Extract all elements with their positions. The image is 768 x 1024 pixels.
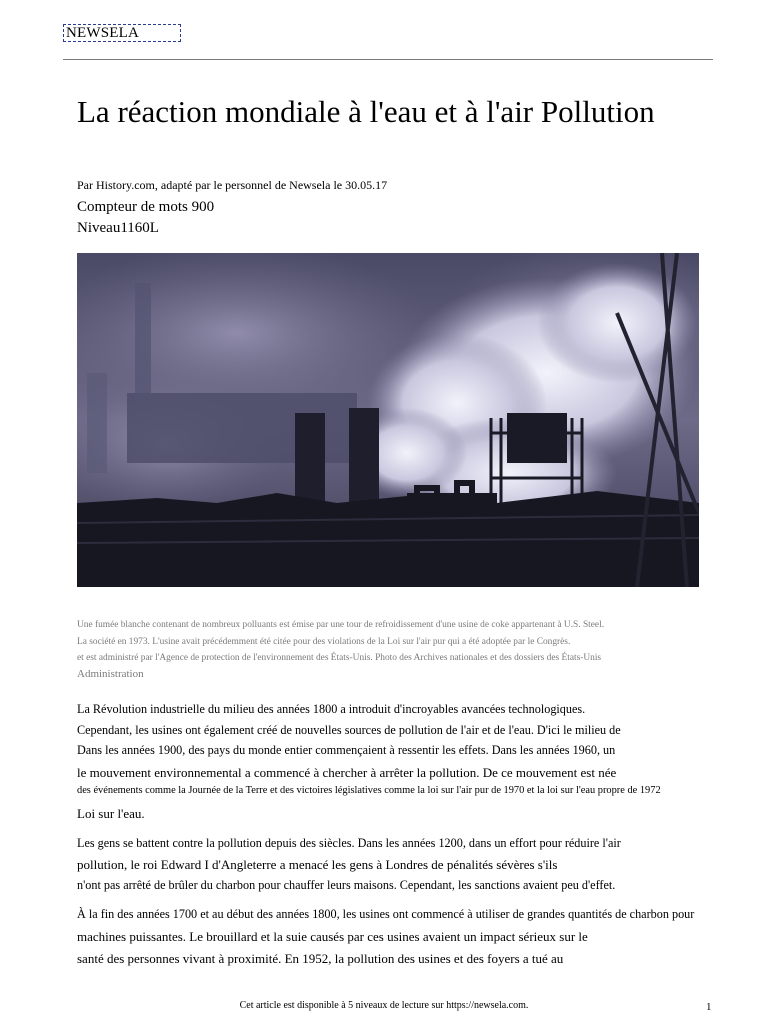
article-photo bbox=[77, 253, 699, 587]
body-line: Dans les années 1900, des pays du monde entier commençaient à ressentir les effets. Dans les années 1960, un bbox=[77, 743, 616, 757]
newsela-logo[interactable]: NEWSELA bbox=[63, 24, 181, 42]
header-divider bbox=[63, 59, 713, 60]
body-line: n'ont pas arrêté de brûler du charbon pour chauffer leurs maisons. Cependant, les sanctions avaient peu d'effet. bbox=[77, 878, 616, 892]
article-byline: Par History.com, adapté par le personnel de Newsela le 30.05.17 bbox=[77, 178, 388, 192]
page-number: 1 bbox=[706, 1001, 712, 1013]
photo-caption-line: Une fumée blanche contenant de nombreux polluants est émise par une tour de refroidissement d'une usine de coke appartenant à U.S. Steel. bbox=[77, 620, 605, 630]
footer-note: Cet article est disponible à 5 niveaux de lecture sur https://newsela.com. bbox=[239, 1000, 529, 1011]
body-line: machines puissantes. Le brouillard et la suie causés par ces usines avaient un impact sérieux sur le bbox=[77, 929, 588, 944]
body-line: La Révolution industrielle du milieu des années 1800 a introduit d'incroyables avancées technologiques. bbox=[77, 702, 586, 716]
body-line: Cependant, les usines ont également créé de nouvelles sources de pollution de l'air et de l'eau. D'ici le milieu de bbox=[77, 723, 621, 737]
photo-caption-line: La société en 1973. L'usine avait précédemment été citée pour des violations de la Loi sur l'air pur qui a été adoptée par le Congrès. bbox=[77, 637, 571, 647]
body-line: pollution, le roi Edward I d'Angleterre a menacé les gens à Londres de pénalités sévères s'ils bbox=[77, 857, 558, 872]
photo-caption-line: et est administré par l'Agence de protection de l'environnement des États-Unis. Photo des Archives nationales et des dossiers des États-Unis bbox=[77, 653, 602, 663]
body-line: Loi sur l'eau. bbox=[77, 806, 145, 821]
article-title: La réaction mondiale à l'eau et à l'air Pollution bbox=[77, 94, 655, 129]
body-line: le mouvement environnemental a commencé à chercher à arrêter la pollution. De ce mouvement est née bbox=[77, 765, 617, 780]
reading-level: Niveau1160L bbox=[77, 220, 159, 236]
word-count: Compteur de mots 900 bbox=[77, 199, 215, 215]
body-line: des événements comme la Journée de la Terre et des victoires législatives comme la loi sur l'air pur de 1970 et la loi sur l'eau propre de 1972 bbox=[77, 785, 661, 796]
body-line: Les gens se battent contre la pollution depuis des siècles. Dans les années 1200, dans un effort pour réduire l'air bbox=[77, 836, 621, 850]
photo-caption-line: Administration bbox=[77, 668, 144, 680]
body-line: À la fin des années 1700 et au début des années 1800, les usines ont commencé à utiliser de grandes quantités de charbon pour bbox=[77, 907, 695, 921]
body-line: santé des personnes vivant à proximité. En 1952, la pollution des usines et des foyers a tué au bbox=[77, 951, 564, 966]
